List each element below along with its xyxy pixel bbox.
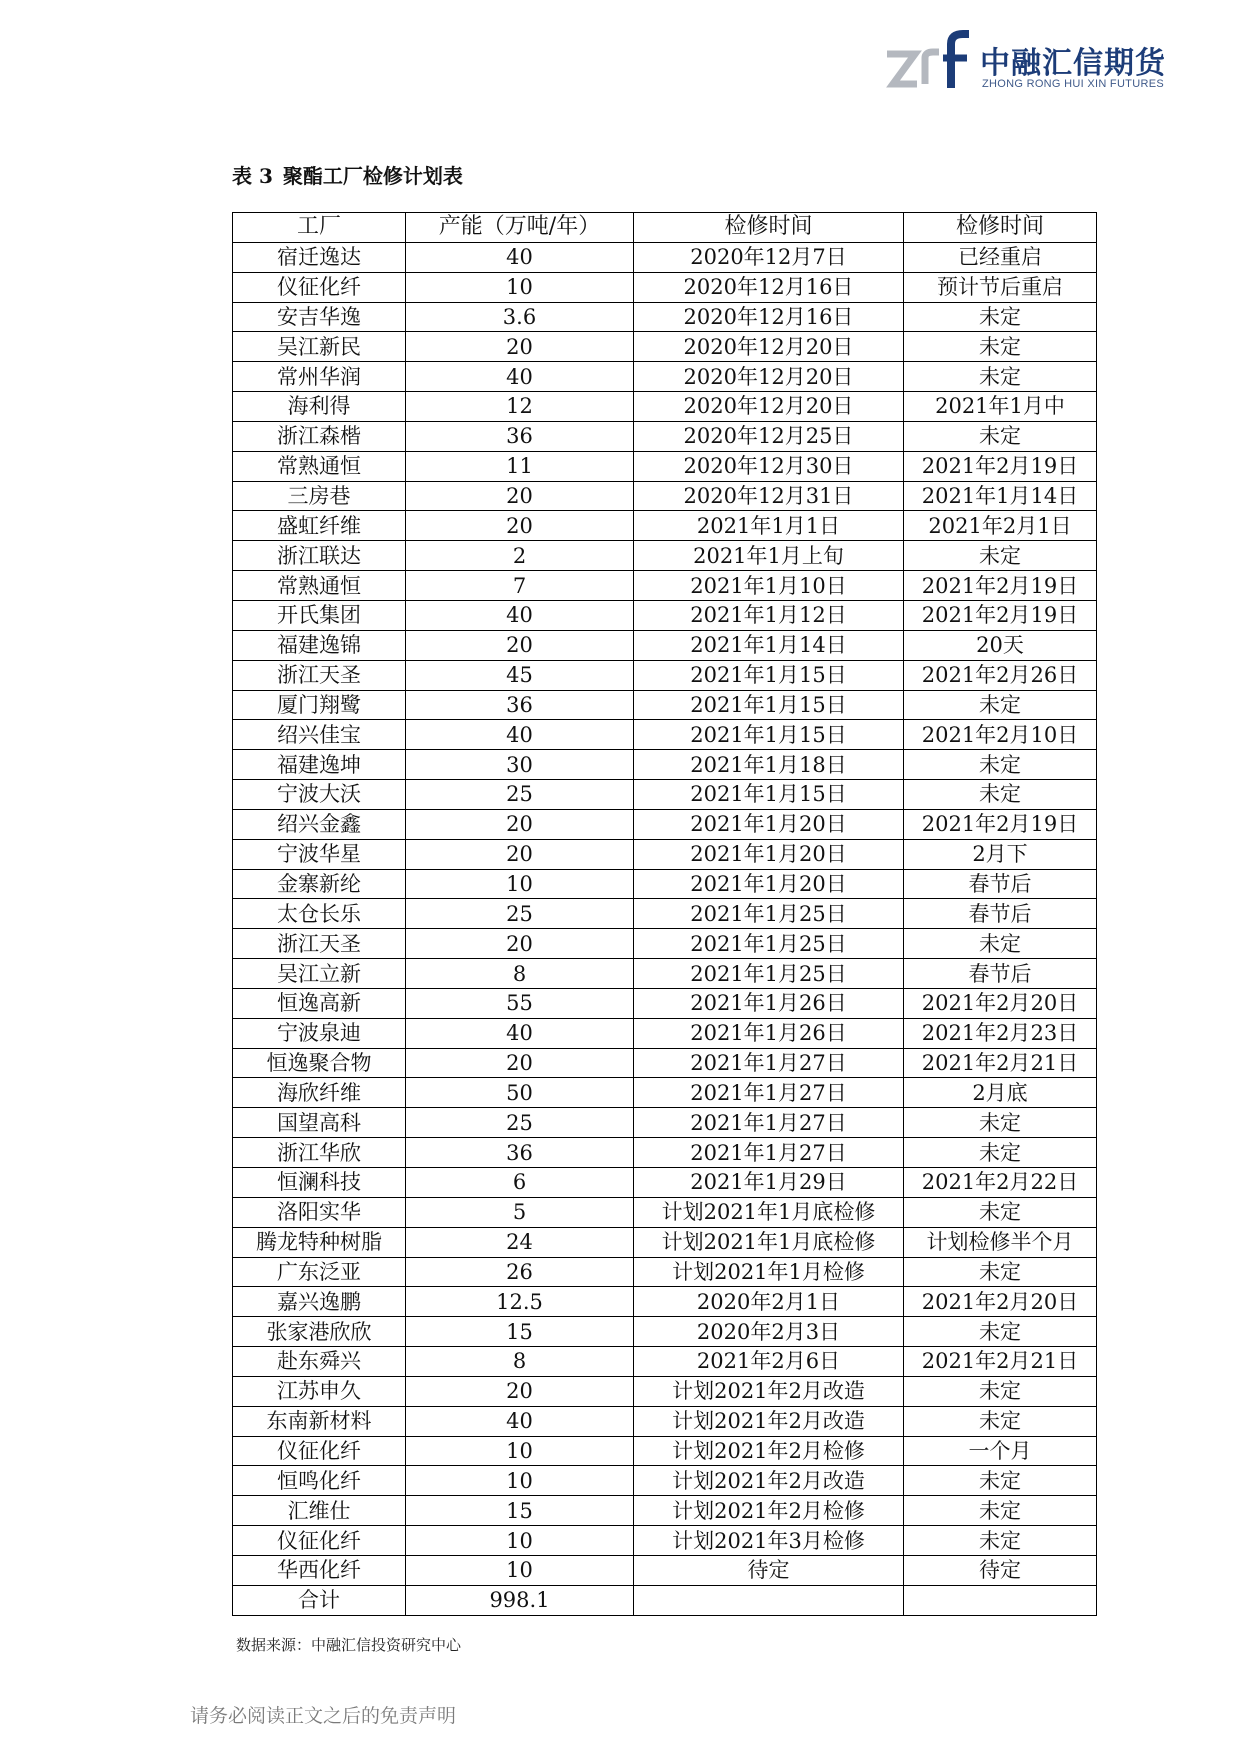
- maintenance-end-cell: 2021年2月20日: [904, 988, 1097, 1018]
- capacity-cell: 40: [406, 600, 634, 630]
- maintenance-start-cell: 2021年1月14日: [634, 630, 904, 660]
- table-row: [233, 1496, 1097, 1526]
- capacity-cell: 36: [406, 690, 634, 720]
- capacity-cell: 8: [406, 1347, 634, 1377]
- maintenance-start-cell: 2021年1月1日: [634, 511, 904, 541]
- maintenance-start-cell: 2020年2月3日: [634, 1317, 904, 1347]
- capacity-cell: 20: [406, 929, 634, 959]
- table-row: [233, 988, 1097, 1018]
- factory-cell: 仪征化纤: [233, 1526, 406, 1556]
- table-row: [233, 1347, 1097, 1377]
- factory-cell: 绍兴金鑫: [233, 809, 406, 839]
- factory-cell: 安吉华逸: [233, 302, 406, 332]
- maintenance-start-cell: 2020年12月20日: [634, 392, 904, 422]
- maintenance-end-cell: 未定: [904, 421, 1097, 451]
- maintenance-end-cell: 2021年2月22日: [904, 1168, 1097, 1198]
- capacity-cell: 10: [406, 1466, 634, 1496]
- capacity-cell: 40: [406, 362, 634, 392]
- table-row: [233, 839, 1097, 869]
- factory-cell: 常州华润: [233, 362, 406, 392]
- maintenance-start-cell: 2020年12月7日: [634, 242, 904, 272]
- maintenance-start-cell: 2020年12月16日: [634, 272, 904, 302]
- maintenance-end-cell: 未定: [904, 1466, 1097, 1496]
- column-header-factory: 工厂: [233, 213, 406, 243]
- table-row: [233, 720, 1097, 750]
- factory-cell: 嘉兴逸鹏: [233, 1287, 406, 1317]
- maintenance-start-cell: 2020年12月30日: [634, 451, 904, 481]
- factory-cell: 常熟通恒: [233, 451, 406, 481]
- capacity-cell: 50: [406, 1078, 634, 1108]
- total-empty-cell: [634, 1585, 904, 1615]
- capacity-cell: 15: [406, 1317, 634, 1347]
- maintenance-end-cell: 2021年2月19日: [904, 600, 1097, 630]
- capacity-cell: 40: [406, 1406, 634, 1436]
- total-label-cell: 合计: [233, 1585, 406, 1615]
- maintenance-end-cell: 2月下: [904, 839, 1097, 869]
- factory-cell: 东南新材料: [233, 1406, 406, 1436]
- maintenance-end-cell: 20天: [904, 630, 1097, 660]
- maintenance-start-cell: 2021年1月27日: [634, 1078, 904, 1108]
- maintenance-end-cell: 未定: [904, 750, 1097, 780]
- maintenance-end-cell: 未定: [904, 929, 1097, 959]
- maintenance-end-cell: 2月底: [904, 1078, 1097, 1108]
- maintenance-start-cell: 计划2021年2月检修: [634, 1436, 904, 1466]
- table-row: [233, 511, 1097, 541]
- table-row: [233, 869, 1097, 899]
- table-row: [233, 750, 1097, 780]
- maintenance-end-cell: 未定: [904, 541, 1097, 571]
- factory-cell: 吴江新民: [233, 332, 406, 362]
- maintenance-start-cell: 2021年1月29日: [634, 1168, 904, 1198]
- capacity-cell: 24: [406, 1227, 634, 1257]
- factory-cell: 国望高科: [233, 1108, 406, 1138]
- factory-cell: 浙江联达: [233, 541, 406, 571]
- factory-cell: 广东泛亚: [233, 1257, 406, 1287]
- factory-cell: 洛阳实华: [233, 1197, 406, 1227]
- table-row: [233, 421, 1097, 451]
- maintenance-plan-table: [232, 212, 1097, 1616]
- factory-cell: 腾龙特种树脂: [233, 1227, 406, 1257]
- maintenance-start-cell: 2020年12月31日: [634, 481, 904, 511]
- capacity-cell: 3.6: [406, 302, 634, 332]
- table-row: [233, 1108, 1097, 1138]
- total-empty-cell: [904, 1585, 1097, 1615]
- factory-cell: 金寨新纶: [233, 869, 406, 899]
- capacity-cell: 36: [406, 1138, 634, 1168]
- factory-cell: 浙江华欣: [233, 1138, 406, 1168]
- table-row: [233, 272, 1097, 302]
- maintenance-end-cell: 未定: [904, 302, 1097, 332]
- maintenance-end-cell: 未定: [904, 332, 1097, 362]
- factory-cell: 福建逸锦: [233, 630, 406, 660]
- table-row: [233, 600, 1097, 630]
- factory-cell: 吴江立新: [233, 959, 406, 989]
- maintenance-start-cell: 2021年1月12日: [634, 600, 904, 630]
- factory-cell: 宁波大沃: [233, 780, 406, 810]
- column-header-maintenance-start: 检修时间: [634, 213, 904, 243]
- maintenance-start-cell: 计划2021年1月底检修: [634, 1227, 904, 1257]
- maintenance-start-cell: 2021年1月20日: [634, 839, 904, 869]
- factory-cell: 华西化纤: [233, 1555, 406, 1585]
- column-header-maintenance-end: 检修时间: [904, 213, 1097, 243]
- table-row: [233, 541, 1097, 571]
- table-body: [233, 242, 1097, 1615]
- capacity-cell: 20: [406, 630, 634, 660]
- maintenance-end-cell: 未定: [904, 690, 1097, 720]
- maintenance-start-cell: 2021年1月26日: [634, 1018, 904, 1048]
- capacity-cell: 11: [406, 451, 634, 481]
- maintenance-end-cell: 未定: [904, 1496, 1097, 1526]
- maintenance-start-cell: 待定: [634, 1555, 904, 1585]
- maintenance-start-cell: 2021年1月20日: [634, 809, 904, 839]
- capacity-cell: 10: [406, 869, 634, 899]
- table-row: [233, 1436, 1097, 1466]
- capacity-cell: 10: [406, 1436, 634, 1466]
- factory-cell: 厦门翔鹭: [233, 690, 406, 720]
- maintenance-start-cell: 2021年1月15日: [634, 780, 904, 810]
- capacity-cell: 25: [406, 780, 634, 810]
- capacity-cell: 26: [406, 1257, 634, 1287]
- factory-cell: 张家港欣欣: [233, 1317, 406, 1347]
- table-number: 表 3: [232, 164, 273, 188]
- maintenance-end-cell: 未定: [904, 1197, 1097, 1227]
- maintenance-start-cell: 计划2021年2月改造: [634, 1376, 904, 1406]
- maintenance-start-cell: 2020年12月20日: [634, 362, 904, 392]
- factory-cell: 江苏申久: [233, 1376, 406, 1406]
- table-row: [233, 1257, 1097, 1287]
- table-row: [233, 780, 1097, 810]
- maintenance-end-cell: 未定: [904, 1526, 1097, 1556]
- capacity-cell: 30: [406, 750, 634, 780]
- factory-cell: 绍兴佳宝: [233, 720, 406, 750]
- maintenance-end-cell: 春节后: [904, 869, 1097, 899]
- maintenance-end-cell: 预计节后重启: [904, 272, 1097, 302]
- maintenance-start-cell: 计划2021年2月改造: [634, 1406, 904, 1436]
- table-row: [233, 1048, 1097, 1078]
- maintenance-start-cell: 2021年1月27日: [634, 1108, 904, 1138]
- factory-cell: 浙江天圣: [233, 929, 406, 959]
- znf-logo-mark-icon: [885, 28, 971, 94]
- factory-cell: 浙江天圣: [233, 660, 406, 690]
- capacity-cell: 40: [406, 242, 634, 272]
- factory-cell: 赴东舜兴: [233, 1347, 406, 1377]
- capacity-cell: 8: [406, 959, 634, 989]
- disclaimer-footer: 请务必阅读正文之后的免责声明: [190, 1705, 457, 1727]
- capacity-cell: 25: [406, 1108, 634, 1138]
- maintenance-end-cell: 2021年2月21日: [904, 1048, 1097, 1078]
- factory-cell: 海欣纤维: [233, 1078, 406, 1108]
- table-row: [233, 899, 1097, 929]
- maintenance-end-cell: 春节后: [904, 899, 1097, 929]
- capacity-cell: 10: [406, 272, 634, 302]
- maintenance-end-cell: 2021年2月20日: [904, 1287, 1097, 1317]
- table-row: [233, 242, 1097, 272]
- maintenance-end-cell: 2021年2月21日: [904, 1347, 1097, 1377]
- maintenance-start-cell: 2021年1月18日: [634, 750, 904, 780]
- maintenance-end-cell: 2021年2月26日: [904, 660, 1097, 690]
- table-row: [233, 1287, 1097, 1317]
- maintenance-start-cell: 2020年12月20日: [634, 332, 904, 362]
- capacity-cell: 5: [406, 1197, 634, 1227]
- capacity-cell: 7: [406, 571, 634, 601]
- maintenance-end-cell: 2021年1月14日: [904, 481, 1097, 511]
- maintenance-end-cell: 未定: [904, 1257, 1097, 1287]
- factory-cell: 海利得: [233, 392, 406, 422]
- factory-cell: 常熟通恒: [233, 571, 406, 601]
- table-header-row: [233, 213, 1097, 243]
- maintenance-start-cell: 2021年1月20日: [634, 869, 904, 899]
- table-row: [233, 1227, 1097, 1257]
- maintenance-end-cell: 一个月: [904, 1436, 1097, 1466]
- table-row: [233, 332, 1097, 362]
- capacity-cell: 20: [406, 809, 634, 839]
- maintenance-start-cell: 2021年1月27日: [634, 1138, 904, 1168]
- table-row: [233, 362, 1097, 392]
- capacity-cell: 10: [406, 1555, 634, 1585]
- capacity-cell: 20: [406, 1376, 634, 1406]
- maintenance-start-cell: 计划2021年1月检修: [634, 1257, 904, 1287]
- maintenance-end-cell: 已经重启: [904, 242, 1097, 272]
- table-total-row: [233, 1585, 1097, 1615]
- maintenance-start-cell: 2021年1月26日: [634, 988, 904, 1018]
- capacity-cell: 10: [406, 1526, 634, 1556]
- capacity-cell: 40: [406, 720, 634, 750]
- table-row: [233, 1376, 1097, 1406]
- capacity-cell: 12: [406, 392, 634, 422]
- table-row: [233, 809, 1097, 839]
- maintenance-end-cell: 未定: [904, 1138, 1097, 1168]
- table-row: [233, 392, 1097, 422]
- logo-english-name: ZHONG RONG HUI XIN FUTURES: [982, 78, 1164, 90]
- maintenance-end-cell: 2021年2月19日: [904, 571, 1097, 601]
- capacity-cell: 2: [406, 541, 634, 571]
- factory-cell: 盛虹纤维: [233, 511, 406, 541]
- maintenance-end-cell: 计划检修半个月: [904, 1227, 1097, 1257]
- maintenance-end-cell: 2021年2月23日: [904, 1018, 1097, 1048]
- total-capacity-cell: 998.1: [406, 1585, 634, 1615]
- factory-cell: 开氏集团: [233, 600, 406, 630]
- maintenance-start-cell: 2021年1月15日: [634, 690, 904, 720]
- factory-cell: 恒澜科技: [233, 1168, 406, 1198]
- maintenance-start-cell: 计划2021年2月检修: [634, 1496, 904, 1526]
- maintenance-end-cell: 2021年2月10日: [904, 720, 1097, 750]
- table-row: [233, 1526, 1097, 1556]
- maintenance-start-cell: 2020年12月25日: [634, 421, 904, 451]
- maintenance-start-cell: 2021年2月6日: [634, 1347, 904, 1377]
- maintenance-end-cell: 春节后: [904, 959, 1097, 989]
- maintenance-start-cell: 2021年1月25日: [634, 929, 904, 959]
- maintenance-end-cell: 2021年2月19日: [904, 809, 1097, 839]
- maintenance-end-cell: 未定: [904, 1317, 1097, 1347]
- table-caption: [232, 160, 463, 189]
- table-row: [233, 1018, 1097, 1048]
- factory-cell: 福建逸坤: [233, 750, 406, 780]
- factory-cell: 仪征化纤: [233, 272, 406, 302]
- maintenance-end-cell: 未定: [904, 1376, 1097, 1406]
- data-source-note: 数据来源：中融汇信投资研究中心: [236, 1636, 462, 1654]
- table-row: [233, 1466, 1097, 1496]
- factory-cell: 仪征化纤: [233, 1436, 406, 1466]
- capacity-cell: 36: [406, 421, 634, 451]
- table-row: [233, 481, 1097, 511]
- maintenance-end-cell: 未定: [904, 1406, 1097, 1436]
- factory-cell: 恒鸣化纤: [233, 1466, 406, 1496]
- maintenance-start-cell: 计划2021年1月底检修: [634, 1197, 904, 1227]
- maintenance-start-cell: 2021年1月27日: [634, 1048, 904, 1078]
- table-row: [233, 1317, 1097, 1347]
- table-row: [233, 660, 1097, 690]
- table-row: [233, 1406, 1097, 1436]
- maintenance-start-cell: 2021年1月25日: [634, 959, 904, 989]
- factory-cell: 浙江森楷: [233, 421, 406, 451]
- table-row: [233, 302, 1097, 332]
- maintenance-end-cell: 未定: [904, 780, 1097, 810]
- factory-cell: 宿迁逸达: [233, 242, 406, 272]
- maintenance-start-cell: 2020年12月16日: [634, 302, 904, 332]
- maintenance-start-cell: 2021年1月15日: [634, 720, 904, 750]
- maintenance-start-cell: 2021年1月15日: [634, 660, 904, 690]
- table-title: 聚酯工厂检修计划表: [282, 164, 463, 188]
- capacity-cell: 15: [406, 1496, 634, 1526]
- maintenance-start-cell: 2020年2月1日: [634, 1287, 904, 1317]
- table-row: [233, 1078, 1097, 1108]
- capacity-cell: 25: [406, 899, 634, 929]
- maintenance-start-cell: 2021年1月10日: [634, 571, 904, 601]
- factory-cell: 太仓长乐: [233, 899, 406, 929]
- capacity-cell: 55: [406, 988, 634, 1018]
- table-row: [233, 571, 1097, 601]
- factory-cell: 宁波泉迪: [233, 1018, 406, 1048]
- table-row: [233, 1555, 1097, 1585]
- logo-chinese-name: 中融汇信期货: [980, 46, 1166, 81]
- table-row: [233, 959, 1097, 989]
- factory-cell: 宁波华星: [233, 839, 406, 869]
- maintenance-start-cell: 计划2021年3月检修: [634, 1526, 904, 1556]
- factory-cell: 汇维仕: [233, 1496, 406, 1526]
- maintenance-start-cell: 计划2021年2月改造: [634, 1466, 904, 1496]
- maintenance-end-cell: 待定: [904, 1555, 1097, 1585]
- factory-cell: 三房巷: [233, 481, 406, 511]
- maintenance-end-cell: 未定: [904, 362, 1097, 392]
- maintenance-end-cell: 2021年1月中: [904, 392, 1097, 422]
- capacity-cell: 20: [406, 839, 634, 869]
- capacity-cell: 20: [406, 332, 634, 362]
- capacity-cell: 20: [406, 511, 634, 541]
- maintenance-end-cell: 2021年2月19日: [904, 451, 1097, 481]
- capacity-cell: 12.5: [406, 1287, 634, 1317]
- capacity-cell: 6: [406, 1168, 634, 1198]
- maintenance-end-cell: 未定: [904, 1108, 1097, 1138]
- factory-cell: 恒逸高新: [233, 988, 406, 1018]
- capacity-cell: 40: [406, 1018, 634, 1048]
- factory-cell: 恒逸聚合物: [233, 1048, 406, 1078]
- company-logo: [885, 28, 1175, 94]
- capacity-cell: 20: [406, 481, 634, 511]
- column-header-capacity: 产能（万吨/年）: [406, 213, 634, 243]
- maintenance-end-cell: 2021年2月1日: [904, 511, 1097, 541]
- capacity-cell: 20: [406, 1048, 634, 1078]
- table-row: [233, 929, 1097, 959]
- table-row: [233, 1168, 1097, 1198]
- table-row: [233, 1138, 1097, 1168]
- table-row: [233, 451, 1097, 481]
- maintenance-start-cell: 2021年1月上旬: [634, 541, 904, 571]
- table-row: [233, 690, 1097, 720]
- capacity-cell: 45: [406, 660, 634, 690]
- maintenance-start-cell: 2021年1月25日: [634, 899, 904, 929]
- table-row: [233, 1197, 1097, 1227]
- table-row: [233, 630, 1097, 660]
